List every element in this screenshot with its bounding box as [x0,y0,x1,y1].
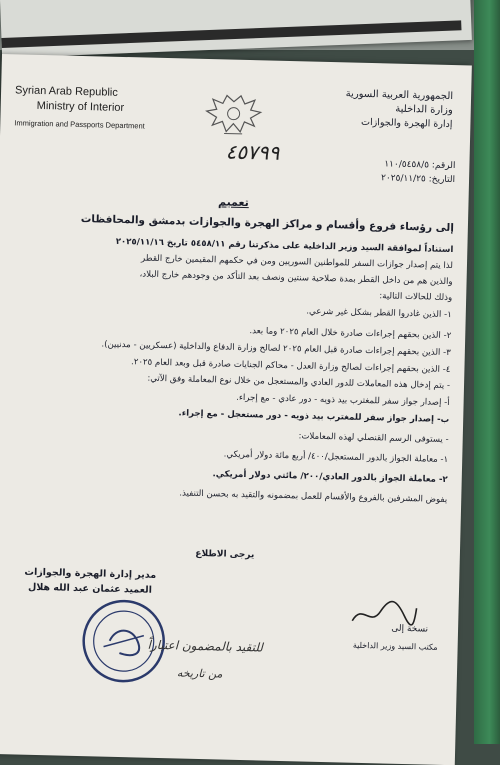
header-ar-department: إدارة الهجرة والجوازات [360,116,453,131]
body-line: لذا يتم إصدار جوازات السفر للمواطنين السوريين ومن في حكمهم المقيمين خارج القطر [140,253,454,272]
header-ar-country: الجمهورية العربية السورية [345,88,454,103]
closing-line: يرجى الاطلاع [195,548,255,561]
body-line: ١- الذين غادروا القطر بشكل غير شرعي. [306,306,452,321]
body-line: أ- إصدار جواز سفر للمغترب بيد ذويه - دور عادي - مع إجراء. [236,392,450,409]
document-subject: تعميم [217,195,250,210]
background-green-strip [474,0,500,744]
handwritten-note: من تاريخه [176,666,223,681]
handwritten-reference-number: ٤٥٧٩٩ [225,139,280,165]
header-en-country: Syrian Arab Republic [14,84,118,99]
header-en-department: Immigration and Passports Department [14,118,145,131]
body-line: ١- معاملة الجواز بالدور المستعجل/٤٠٠/ أربع مائة دولار أمريكي. [223,449,449,466]
header-en-ministry: Ministry of Interior [36,99,125,114]
handwritten-note: للتقيد بالمضمون اعتباراً [147,637,264,655]
body-line: - يستوفى الرسم القنصلي لهذه المعاملات: [298,431,449,446]
header-ar-ministry: وزارة الداخلية [395,103,453,117]
copy-to-recipient: مكتب السيد وزير الداخلية [352,640,438,652]
signatory-title: مدير إدارة الهجرة والجوازات [24,566,157,581]
copy-to-label: نسخة إلى [391,623,429,635]
document-recipients: إلى رؤساء فروع وأقسام و مراكز الهجرة والجوازات بدمشق والمحافظات [80,212,455,235]
body-line: يفوض المشرفين بالفروع والأقسام للعمل بمضمونه والتقيد به بحسن التنفيذ. [179,488,448,506]
body-line: استناداً لموافقة السيد وزير الداخلية على مذكرتنا رقم ٥٤٥٨/١١ تاريخ ٢٠٢٥/١١/١٦ [115,236,454,256]
body-line: ٤- الذين بحقهم إجراءات لصالح وزارة العدل - محاكم الجنايات صادرة قبل وبعد العام ٢٠٢٥. [130,357,451,376]
document-number: الرقم: ١١٠/٥٤٥٨/٥ [384,159,456,172]
body-line: والذين هم من داخل القطر بمدة صلاحية سنتين ونصف بعد التأكد من وجودهم خارج البلاد، [139,269,453,288]
body-line: ٣- الذين بحقهم إجراءات صادرة قبل العام ٢٠٢٥ لصالح وزارة الدفاع والداخلية (عسكريين - مدنيين). [101,339,451,359]
body-line: ب- إصدار جواز سفر للمغترب بيد ذويه - دور مستعجل - مع إجراء. [178,408,450,426]
body-line: - يتم إدخال هذه المعاملات للدور العادي والمستعجل من خلال نوع المعاملة وفق الآتي: [147,373,451,392]
body-line: وذلك للحالات التالية: [379,291,453,304]
body-line: ٢- الذين بحقهم إجراءات صادرة خلال العام ٢٠٢٥ وما بعد. [249,326,452,342]
document-page [0,54,472,765]
eagle-emblem-icon [204,93,263,142]
document-date: التاريخ: ٢٠٢٥/١١/٢٥ [380,173,456,186]
body-line: ٢- معاملة الجواز بالدور العادي/٢٠٠/ مائتي دولار أمريكي. [212,469,448,486]
signatory-name: العميد عثمان عبد الله هلال [27,581,153,596]
